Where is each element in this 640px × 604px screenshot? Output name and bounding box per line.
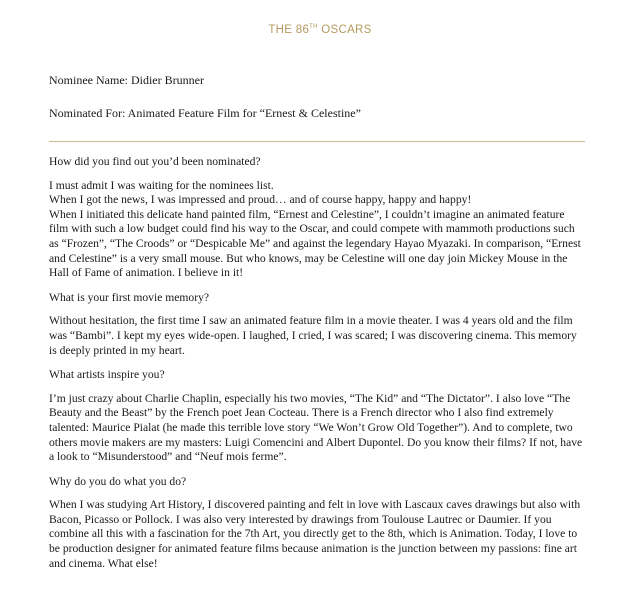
question-1: How did you find out you’d been nominated? [49,155,261,168]
answer-1-line-2: When I got the news, I was impressed and proud… and of course happy, happy and happy! [49,193,472,207]
nominated-for: Nominated For: Animated Feature Film for “Ernest & Celestine” [49,106,361,120]
answer-3 [49,392,585,465]
answer-2-line-1: Without hesitation, the first time I saw an animated feature film in a movie theater. I was 4 years old and the film was “Bambi”. I kept my eyes wide-open. I laughed, I cried, I was scared; I was discovering cinema. This memory is deeply printed in my heart. [49,314,577,357]
question-3: What artists inspire you? [49,368,165,382]
divider-rule [49,141,585,142]
nominee-name: Nominee Name: Didier Brunner [49,73,204,87]
question-2: What is your first movie memory? [49,290,210,304]
answer-4-line-1: When I was studying Art History, I discovered painting and felt in love with Lascaux caves drawings but also with Bacon, Picasso or Pollock. I was also very interested by drawings from Toulouse Lautrec or Daumier. If you combine all this with a fascination for the 7th Art, you directly get to the 8th, which is Animation. Today, I love to be production designer for animated feature films because animation is the junction between my passions: fine art and cinema. What else! [49,498,581,570]
answer-1-line-1: I must admit I was waiting for the nominees list. [49,178,274,192]
answer-1-line-3: When I initiated this delicate hand painted film, “Ernest and Celestine”, I couldn’t imagine an animated feature film with such a low budget could find his way to the Oscar, and could compete with mammoth productions such as “Frozen”, “The Croods” or “Despicable Me” and against the legendary Hayao Myazaki. In comparison, “Ernest and Celestine” is a very small mouse. But who knows, may be Celestine will one day join Mickey Mouse in the Hall of Fame of animation. I believe in it! [49,207,581,280]
answer-2 [49,314,585,358]
answer-1 [49,179,585,281]
header-title-suffix: TH [309,24,318,30]
answer-4 [49,498,585,571]
answer-3-line-1: I’m just crazy about Charlie Chaplin, especially his two movies, “The Kid” and “The Dictator”. I also love “The Beauty and the Beast” by the French poet Jean Cocteau. There is a French director who I also find extremely talented: Maurice Pialat (he made this terrible love story “We Won’t Grow Old Together”). And to complete, two others movie makers are my masters: Luigi Comencini and Albert Dupontel. Do you know their films? If not, have a look to “Misunderstood” and “Neuf mois ferme”. [49,391,583,464]
interview-content [49,155,585,581]
question-4: Why do you do what you do? [49,474,187,488]
header-title-end: OSCARS [317,24,372,36]
oscars-header [0,24,640,36]
header-title-prefix: THE 86 [268,24,310,36]
